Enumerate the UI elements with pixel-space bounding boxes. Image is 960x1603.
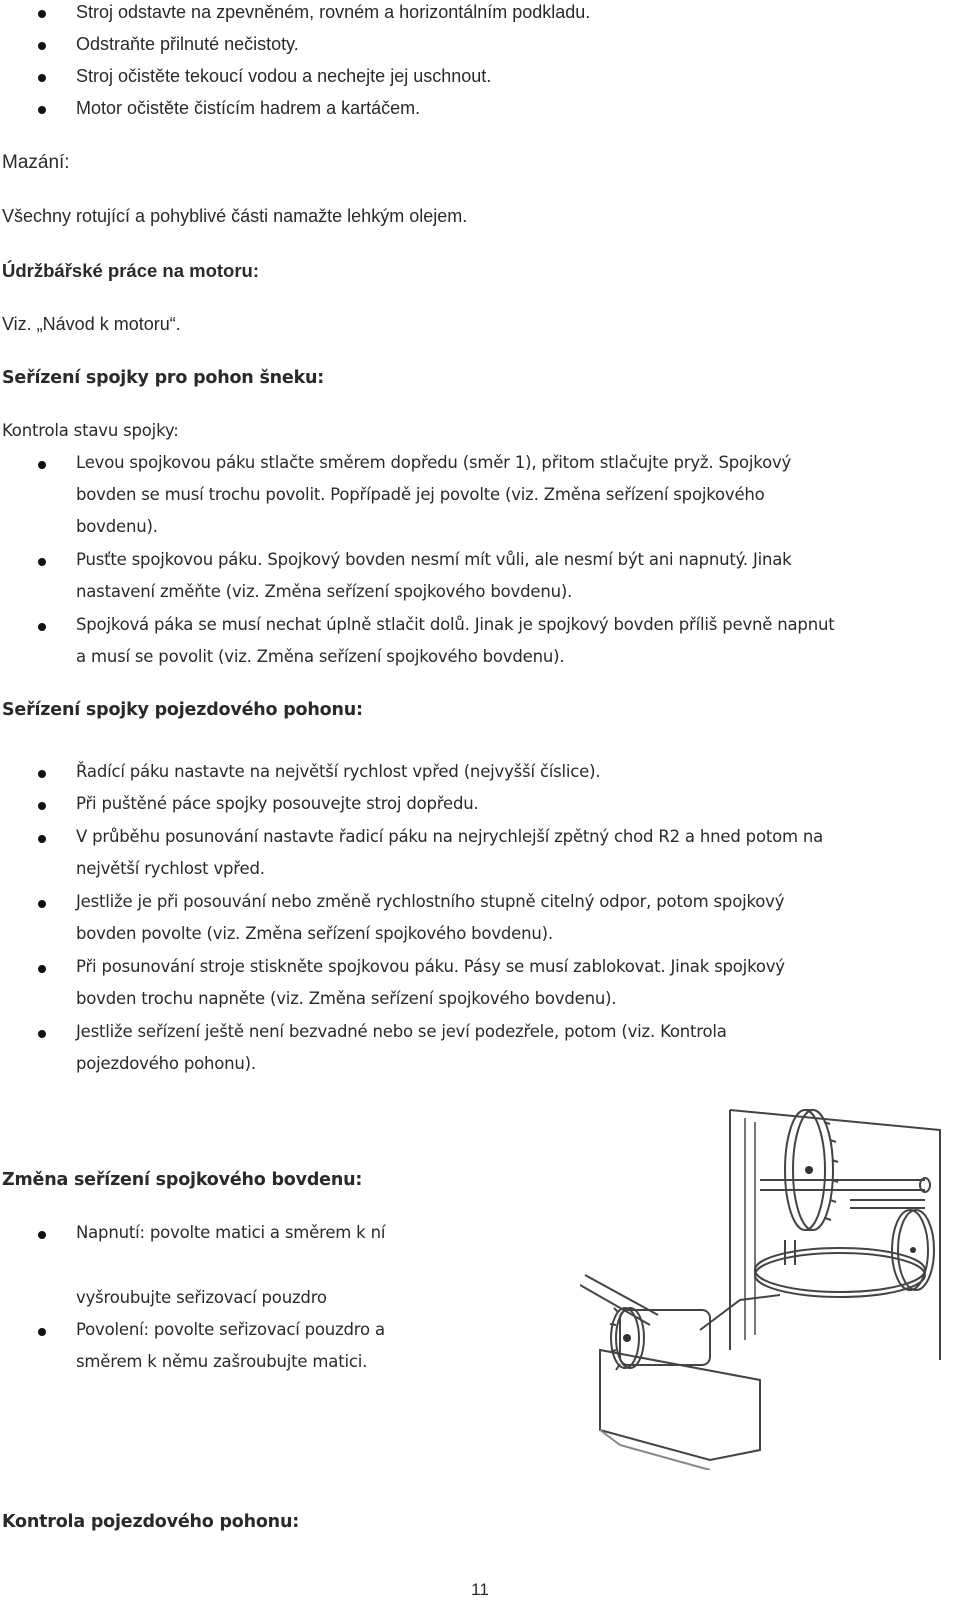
cable-bullet-line: vyšroubujte seřizovací pouzdro	[76, 1288, 327, 1307]
auger-bullet-line: a musí se povolit (viz. Změna seřízení spojkového bovdenu).	[76, 647, 565, 666]
auger-bullet-line: bovden se musí trochu povolit. Popřípadě jej povolte (viz. Změna seřízení spojkového	[76, 485, 765, 504]
cleaning-bullet-text: Stroj odstavte na zpevněném, rovném a horizontálním podkladu.	[76, 2, 591, 22]
bullet	[38, 900, 46, 908]
cable-adjust-heading: Změna seřízení spojkového bovdenu:	[2, 1170, 363, 1190]
lubrication-heading: Mazání:	[2, 152, 70, 173]
drive-bullet-line: Řadící páku nastavte na největší rychlost vpřed (nejvyšší číslice).	[76, 762, 601, 781]
auger-bullet-line: Spojková páka se musí nechat úplně stlačit dolů. Jinak je spojkový bovden příliš pevně napnut	[76, 615, 835, 634]
page-number: 11	[471, 1580, 489, 1599]
bullet	[38, 770, 46, 778]
bullet	[38, 558, 46, 566]
drive-bullet-line: Jestliže je při posouvání nebo změně rychlostního stupně citelný odpor, potom spojkový	[76, 892, 785, 911]
drive-bullet-line: Při posunování stroje stiskněte spojkovou páku. Pásy se musí zablokovat. Jinak spojkový	[76, 957, 785, 976]
bullet	[38, 1030, 46, 1038]
drive-bullet-line: pojezdového pohonu).	[76, 1054, 256, 1073]
drive-bullet-line: největší rychlost vpřed.	[76, 859, 265, 878]
auger-clutch-intro: Kontrola stavu spojky:	[2, 421, 179, 440]
bullet	[38, 965, 46, 973]
bullet	[38, 42, 46, 50]
drive-bullet-line: Při puštěné páce spojky posouvejte stroj dopředu.	[76, 794, 479, 813]
clutch-mechanism-illustration	[580, 1100, 955, 1470]
cable-bullet-line: Napnutí: povolte matici a směrem k ní	[76, 1223, 386, 1242]
engine-heading: Údržbářské práce na motoru:	[2, 260, 260, 281]
engine-text: Viz. „Návod k motoru“.	[2, 314, 181, 334]
auger-bullet-line: bovdenu).	[76, 517, 158, 536]
auger-bullet-line: Levou spojkovou páku stlačte směrem dopředu (směr 1), přitom stlačujte pryž. Spojkový	[76, 453, 792, 472]
drive-bullet-line: V průběhu posunování nastavte řadicí páku na nejrychlejší zpětný chod R2 a hned potom na	[76, 827, 824, 846]
cleaning-bullet-text: Stroj očistěte tekoucí vodou a nechejte jej uschnout.	[76, 66, 492, 86]
cable-bullet-line: směrem k němu zašroubujte matici.	[76, 1352, 368, 1371]
bullet	[38, 1231, 46, 1239]
drive-bullet-line: bovden trochu napněte (viz. Změna seřízení spojkového bovdenu).	[76, 989, 617, 1008]
bullet	[38, 802, 46, 810]
drive-bullet-line: bovden povolte (viz. Změna seřízení spojkového bovdenu).	[76, 924, 553, 943]
cleaning-bullet-text: Motor očistěte čistícím hadrem a kartáčem.	[76, 98, 421, 118]
bullet	[38, 835, 46, 843]
auger-bullet-line: nastavení změňte (viz. Změna seřízení spojkového bovdenu).	[76, 582, 573, 601]
cable-bullet-line: Povolení: povolte seřizovací pouzdro a	[76, 1320, 385, 1339]
drive-bullet-line: Jestliže seřízení ještě není bezvadné nebo se jeví podezřele, potom (viz. Kontrola	[76, 1022, 727, 1041]
drive-clutch-heading: Seřízení spojky pojezdového pohonu:	[2, 700, 363, 720]
bullet	[38, 74, 46, 82]
bullet	[38, 1328, 46, 1336]
bullet	[38, 10, 46, 18]
bullet	[38, 461, 46, 469]
auger-clutch-heading: Seřízení spojky pro pohon šneku:	[2, 368, 325, 388]
cleaning-bullet-text: Odstraňte přilnuté nečistoty.	[76, 34, 299, 54]
bullet	[38, 106, 46, 114]
lubrication-text: Všechny rotující a pohyblivé části namažte lehkým olejem.	[2, 206, 468, 226]
bullet	[38, 623, 46, 631]
auger-bullet-line: Pusťte spojkovou páku. Spojkový bovden nesmí mít vůli, ale nesmí být ani napnutý. Jinak	[76, 550, 792, 569]
drive-check-heading: Kontrola pojezdového pohonu:	[2, 1512, 300, 1532]
